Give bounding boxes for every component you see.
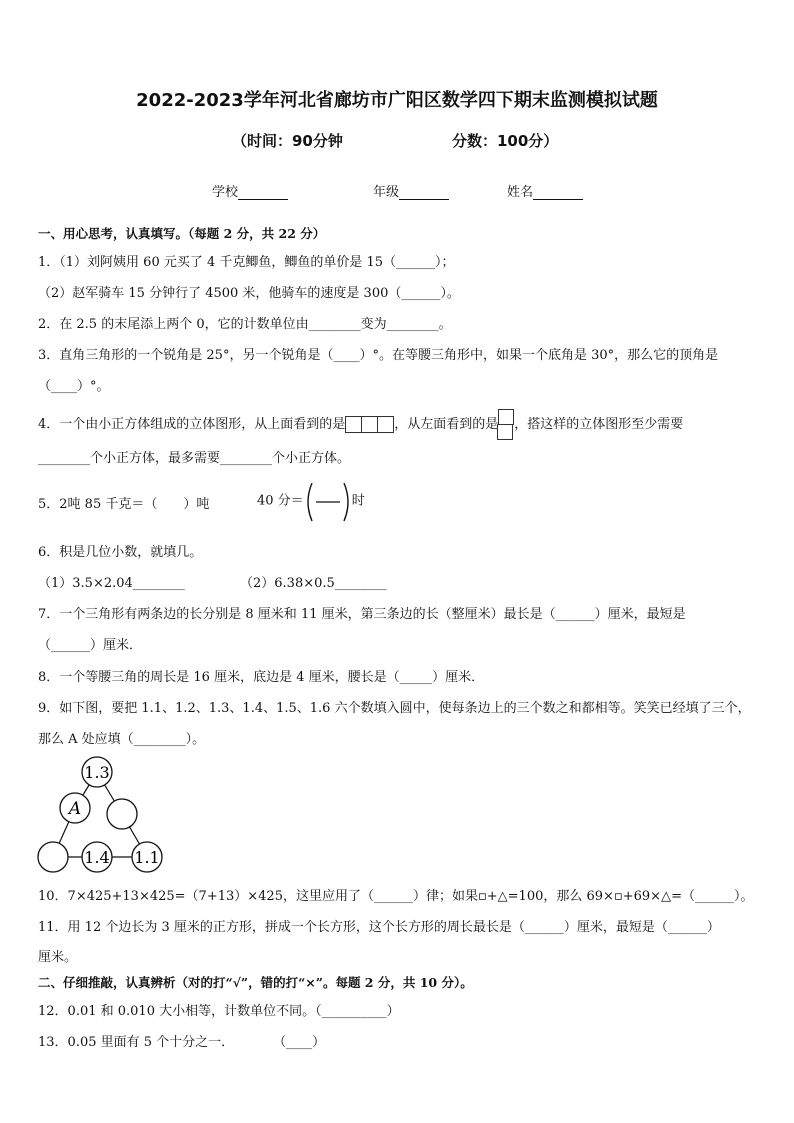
circle-right-mid xyxy=(107,799,137,829)
exam-score: 分数：100分） xyxy=(452,132,559,150)
circle-triangle-figure xyxy=(36,756,164,874)
question-5a: 5．2吨 85 千克＝（ ）吨 xyxy=(38,497,210,512)
question-13: 13．0.05 里面有 5 个十分之一． （____） xyxy=(38,1035,326,1050)
school-field xyxy=(212,181,288,200)
exam-time: （时间：90分钟 xyxy=(232,132,343,150)
question-8: 8．一个等腰三角的周长是 16 厘米，底边是 4 厘米，腰长是（_____）厘米． xyxy=(38,670,485,685)
question-4a xyxy=(38,409,683,440)
label-bottom-mid: 1.4 xyxy=(84,848,110,867)
label-top: 1.3 xyxy=(84,763,110,782)
question-9b: 那么 A 处应填（________）。 xyxy=(38,732,206,747)
fraction-paren-icon xyxy=(304,481,352,523)
grade-field xyxy=(373,181,449,200)
question-12: 12．0.01 和 0.010 大小相等，计数单位不同。（__________） xyxy=(38,1004,400,1019)
question-4a-mid: ，从左面看到的是 xyxy=(394,417,499,432)
question-7b: （______）厘米． xyxy=(38,638,143,653)
name-blank[interactable] xyxy=(533,185,583,200)
question-3b: （____）°。 xyxy=(38,379,110,394)
top-view-square xyxy=(377,416,394,433)
question-5b-label: 40 分＝ xyxy=(257,493,304,509)
grade-label: 年级 xyxy=(373,185,400,200)
section-1-heading: 一、用心思考，认真填写。（每题 2 分，共 22 分） xyxy=(38,226,326,241)
left-view-square xyxy=(497,424,513,440)
question-1a: 1．（1）刘阿姨用 60 元买了 4 千克鲫鱼，鲫鱼的单价是 15（______）； xyxy=(38,255,455,270)
question-2: 2．在 2.5 的末尾添上两个 0，它的计数单位由________变为________。 xyxy=(38,317,452,332)
question-1b: （2）赵军骑车 15 分钟行了 4500 米，他骑车的速度是 300（______）。 xyxy=(38,286,460,301)
question-11a: 11．用 12 个边长为 3 厘米的正方形，拼成一个长方形，这个长方形的周长最长是（______）厘米，最短是（______） xyxy=(38,920,720,935)
label-a: A xyxy=(68,799,82,819)
question-7a: 7．一个三角形有两条边的长分别是 8 厘米和 11 厘米，第三条边的长（整厘米）最长是（______）厘米，最短是 xyxy=(38,607,686,622)
top-view-square xyxy=(361,416,378,433)
question-11b: 厘米。 xyxy=(38,950,78,965)
grade-blank[interactable] xyxy=(399,185,449,200)
left-view-square xyxy=(498,409,514,425)
question-4b: ________个小正方体，最多需要________个小正方体。 xyxy=(38,451,351,466)
school-label: 学校 xyxy=(212,185,239,200)
label-bottom-right: 1.1 xyxy=(134,848,160,867)
school-blank[interactable] xyxy=(238,185,288,200)
question-4a-pre: 4．一个由小正方体组成的立体图形，从上面看到的是 xyxy=(38,417,346,432)
page-title: 2022-2023学年河北省廊坊市广阳区数学四下期末监测模拟试题 xyxy=(136,90,658,111)
top-view-square xyxy=(345,416,362,433)
question-6: 6．积是几位小数，就填几。 xyxy=(38,545,203,560)
left-view-figure xyxy=(498,409,514,440)
question-10: 10．7×425+13×425=（7+13）×425，这里应用了（______）律；如果▫+△=100，那么 69×▫+69×△=（______）。 xyxy=(38,889,754,904)
question-6a: （1）3.5×2.04________ xyxy=(38,576,185,591)
top-view-figure xyxy=(345,416,394,433)
fraction-blank[interactable] xyxy=(304,481,352,521)
name-label: 姓名 xyxy=(507,185,534,200)
section-2-heading: 二、仔细推敲，认真辨析（对的打“√”，错的打“×”。每题 2 分，共 10 分）。 xyxy=(38,975,473,990)
question-5b xyxy=(257,481,365,521)
name-field xyxy=(507,181,583,200)
question-5b-unit: 时 xyxy=(351,493,365,509)
question-3a: 3．直角三角形的一个锐角是 25°，另一个锐角是（____）°。在等腰三角形中，如果一个底角是 30°，那么它的顶角是 xyxy=(38,348,719,363)
question-9a: 9．如下图，要把 1.1、1.2、1.3、1.4、1.5、1.6 六个数填入圆中，使每条边上的三个数之和都相等。笑笑已经填了三个， xyxy=(38,701,751,716)
circle-bottom-left xyxy=(38,842,68,872)
question-6b: （2）6.38×0.5________ xyxy=(240,576,387,591)
question-4a-post: ，搭这样的立体图形至少需要 xyxy=(514,417,684,432)
